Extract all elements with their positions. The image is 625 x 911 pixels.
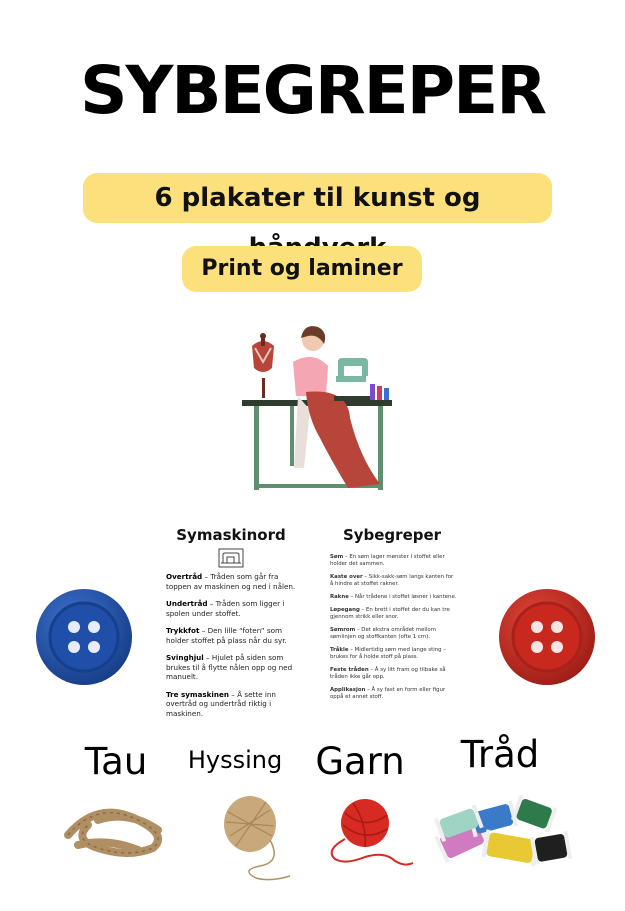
definition-item: Sømrom – Det ekstra området mellom sømlinjen og stoffkanten (ofte 1 cm).	[330, 627, 436, 640]
definition-item: Løpegang – En brett i stoffet der du kan tre gjennom strikk eller snor.	[330, 607, 450, 620]
subtitle-badge-print: Print og laminer	[182, 246, 422, 292]
definition-item: Kaste over – Sikk-sakk-søm langs kanten for å hindre at stoffet rakner.	[330, 574, 454, 587]
word-trad: Tråd	[460, 733, 540, 776]
word-tau: Tau	[84, 740, 148, 783]
definition-item: Overtråd – Tråden som går fra toppen av maskinen og ned i nålen.	[166, 572, 296, 591]
definition-item: Rakne – Når trådene i stoffet løsner i kantene.	[330, 594, 457, 600]
definition-item: Søm – En søm lager mønster i stoffet eller holder det sammen.	[330, 554, 445, 567]
poster-title: Sybegreper	[342, 526, 442, 544]
definition-item: Svinghjul – Hjulet på siden som brukes til å flytte nålen opp og ned manuelt.	[166, 653, 293, 681]
definition-item: Applikasjon – Å sy fast en form eller figur oppå et annet stoff.	[330, 687, 446, 700]
definition-item: Trykkfot – Den lille “foten” som holder stoffet på plass når du syr.	[166, 626, 287, 645]
subtitle-badge-posters: 6 plakater til kunst og	[83, 173, 552, 223]
page-title: SYBEGREPER	[79, 52, 546, 129]
poster-symaskinord	[156, 514, 306, 728]
poster-sybegreper	[322, 514, 462, 728]
word-garn: Garn	[315, 740, 405, 783]
word-hyssing: Hyssing	[187, 746, 283, 774]
rope-icon	[58, 790, 183, 860]
definition-item: Tre symaskinen – Å sette inn overtråd og undertråd riktig i maskinen.	[166, 689, 276, 718]
yarn-icon	[315, 795, 415, 870]
poster-title: Symaskinord	[176, 526, 286, 544]
definition-item: Feste tråden – Å sy litt fram og tilbake så tråden ikke går opp.	[330, 667, 446, 680]
blue-button-icon	[34, 587, 134, 687]
thread-spools-icon	[432, 790, 572, 870]
sewing-woman-illustration	[238, 318, 398, 493]
sewing-machine-icon	[218, 548, 244, 568]
definition-item: Undertråd – Tråden som ligger i spolen under stoffet.	[166, 599, 285, 618]
definition-item: Tråkle – Midlertidig søm med lange sting – brukes for å holde stoff på plass.	[330, 647, 446, 660]
twine-icon	[210, 792, 300, 882]
red-button-icon	[497, 587, 597, 687]
